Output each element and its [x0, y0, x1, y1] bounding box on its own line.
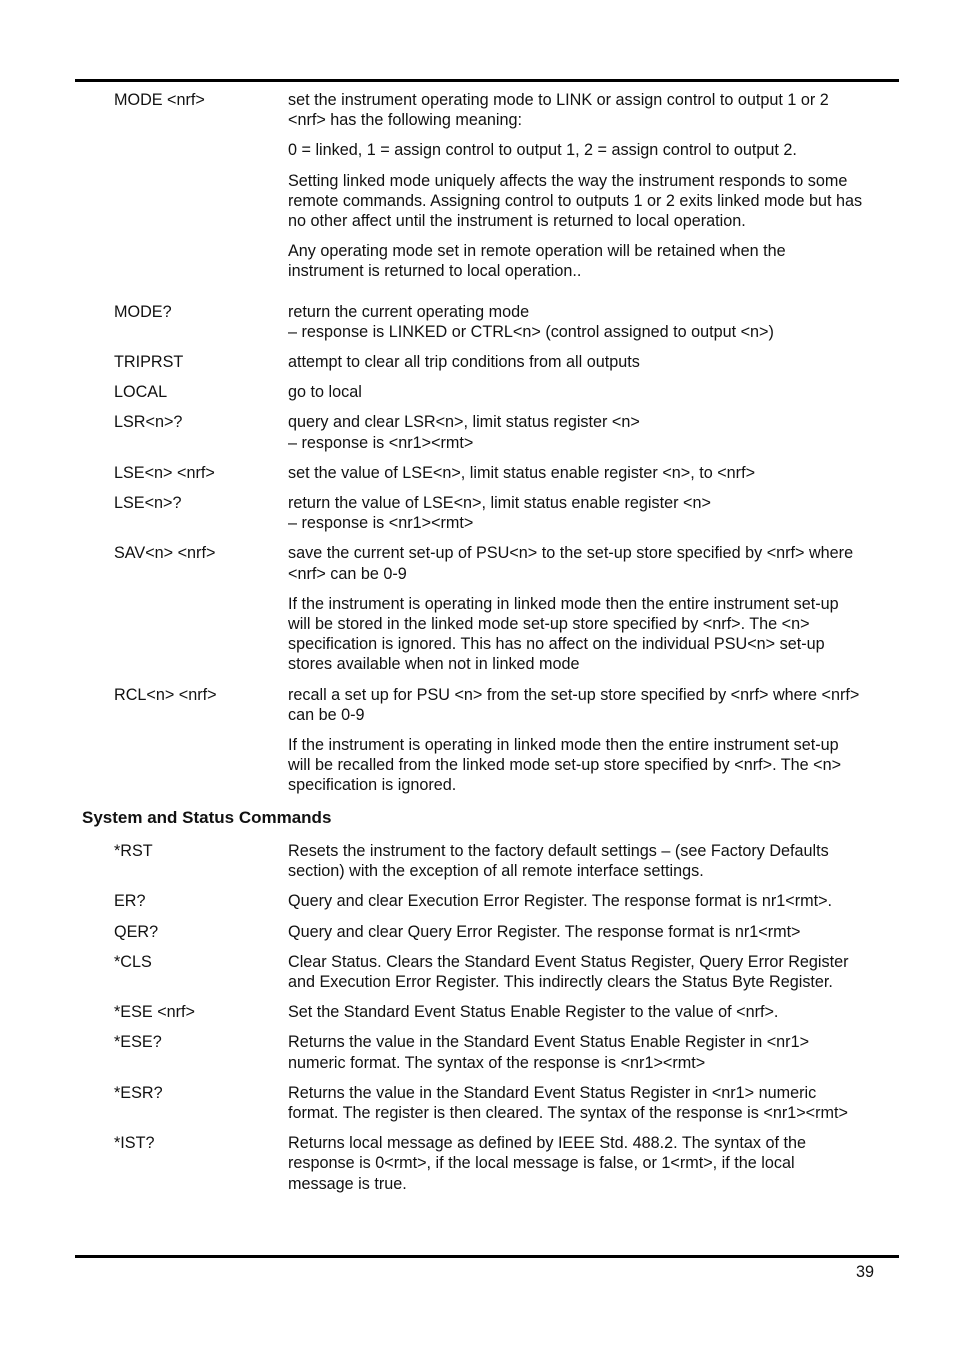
cmd-description: [288, 382, 920, 402]
cmd-name: RCL<n> <nrf>: [114, 685, 217, 704]
desc-para: Query and clear Query Error Register. The response format is nr1<rmt>: [288, 922, 801, 941]
cmd-name: *CLS: [114, 952, 152, 971]
cmd-row: [0, 463, 954, 483]
cmd-row: [0, 952, 954, 992]
cmd-row: [0, 841, 954, 881]
desc-para: Setting linked mode uniquely affects the way the instrument responds to some remote commands. Assigning control to outputs 1 or 2 exits linked mode but has no other affect until the instrument is returned to local operation.: [288, 171, 863, 231]
desc-para: Returns the value in the Standard Event Status Register in <nr1> numeric format. The register is then cleared. The syntax of the response is <nr1><rmt>: [288, 1083, 848, 1123]
cmd-description: [288, 922, 920, 942]
cmd-row: [0, 685, 954, 796]
desc-para: go to local: [288, 383, 362, 402]
desc-para: Query and clear Execution Error Register. The response format is nr1<rmt>.: [288, 892, 833, 911]
cmd-row: [0, 352, 954, 372]
cmd-row: [0, 891, 954, 911]
cmd-description: [288, 543, 920, 674]
cmd-row: [0, 922, 954, 942]
cmd-description: [288, 1002, 920, 1022]
cmd-name: LOCAL: [114, 383, 168, 402]
cmd-description: [288, 90, 920, 282]
cmd-name: ER?: [114, 892, 146, 911]
desc-para: attempt to clear all trip conditions from all outputs: [288, 353, 640, 372]
cmd-row: [0, 493, 954, 533]
cmd-row: [0, 90, 954, 282]
command-table: [0, 90, 954, 806]
cmd-description: [288, 302, 920, 342]
section-heading: System and Status Commands: [82, 808, 332, 827]
desc-para: 0 = linked, 1 = assign control to output 1, 2 = assign control to output 2.: [288, 141, 797, 160]
bottom-rule: [75, 1255, 899, 1258]
cmd-name: *IST?: [114, 1134, 155, 1153]
cmd-row: [0, 302, 954, 342]
cmd-name: MODE?: [114, 302, 172, 321]
top-rule: [75, 79, 899, 82]
cmd-description: [288, 493, 920, 533]
cmd-description: [288, 891, 920, 911]
desc-para: Any operating mode set in remote operation will be retained when the instrument is returned to local operation..: [288, 242, 786, 281]
cmd-name: *ESR?: [114, 1083, 163, 1102]
cmd-description: [288, 685, 920, 796]
desc-para: recall a set up for PSU <n> from the set-up store specified by <nrf> where <nrf> can be 0-9: [288, 685, 860, 724]
cmd-row: [0, 382, 954, 402]
cmd-name: QER?: [114, 922, 159, 941]
cmd-description: [288, 412, 920, 452]
cmd-name: *ESE <nrf>: [114, 1003, 195, 1022]
cmd-name: *RST: [114, 842, 153, 860]
page-number: 39: [856, 1263, 875, 1281]
cmd-name: LSE<n>?: [114, 494, 182, 513]
cmd-row: [0, 1032, 954, 1072]
cmd-name: TRIPRST: [114, 353, 184, 372]
system-command-table: [0, 841, 954, 1204]
desc-para: If the instrument is operating in linked mode then the entire instrument set-up will be recalled from the linked mode set-up store specified by <nrf>. The <n> specification is ignored.: [288, 736, 842, 795]
cmd-row: [0, 543, 954, 674]
cmd-description: [288, 952, 920, 992]
desc-para: Clear Status. Clears the Standard Event Status Register, Query Error Register and Execution Error Register. This indirectly clears the Status Byte Register.: [288, 952, 849, 992]
cmd-description: [288, 1083, 920, 1123]
desc-para: Returns local message as defined by IEEE Std. 488.2. The syntax of the response is 0<rmt>, if the local message is false, or 1<rmt>, if the local message is true.: [288, 1134, 806, 1193]
cmd-description: [288, 352, 920, 372]
desc-para: set the value of LSE<n>, limit status enable register <n>, to <nrf>: [288, 463, 756, 482]
cmd-description: [288, 463, 920, 483]
desc-para: query and clear LSR<n>, limit status register <n> – response is <nr1><rmt>: [288, 413, 640, 452]
desc-para: Set the Standard Event Status Enable Register to the value of <nrf>.: [288, 1003, 779, 1022]
cmd-row: [0, 1083, 954, 1123]
desc-para: return the value of LSE<n>, limit status enable register <n> – response is <nr1><rmt>: [288, 494, 711, 533]
cmd-row: [0, 1133, 954, 1194]
cmd-name: MODE <nrf>: [114, 91, 205, 109]
cmd-description: [288, 1032, 920, 1072]
desc-para: Resets the instrument to the factory default settings – (see Factory Defaults section) with the exception of all remote interface settings.: [288, 842, 829, 881]
desc-para: set the instrument operating mode to LINK or assign control to output 1 or 2 <nrf> has the following meaning:: [288, 91, 829, 130]
cmd-row: [0, 1002, 954, 1022]
cmd-row: [0, 412, 954, 452]
desc-para: Returns the value in the Standard Event Status Enable Register in <nr1> numeric format. The syntax of the response is <nr1><rmt>: [288, 1033, 810, 1072]
cmd-name: SAV<n> <nrf>: [114, 544, 216, 563]
cmd-name: *ESE?: [114, 1033, 162, 1052]
cmd-name: LSR<n>?: [114, 413, 183, 432]
cmd-description: [288, 1133, 920, 1194]
cmd-name: LSE<n> <nrf>: [114, 463, 215, 482]
desc-para: return the current operating mode – response is LINKED or CTRL<n> (control assigned to output <n>): [288, 302, 774, 341]
desc-para: If the instrument is operating in linked mode then the entire instrument set-up will be stored in the linked mode set-up store specified by <nrf>. The <n> specification is ignored. This has no affect on the individual PSU<n> set-up stores available when not in linked mode: [288, 594, 839, 674]
cmd-description: [288, 841, 920, 881]
desc-para: save the current set-up of PSU<n> to the set-up store specified by <nrf> where <nrf> can be 0-9: [288, 544, 854, 583]
